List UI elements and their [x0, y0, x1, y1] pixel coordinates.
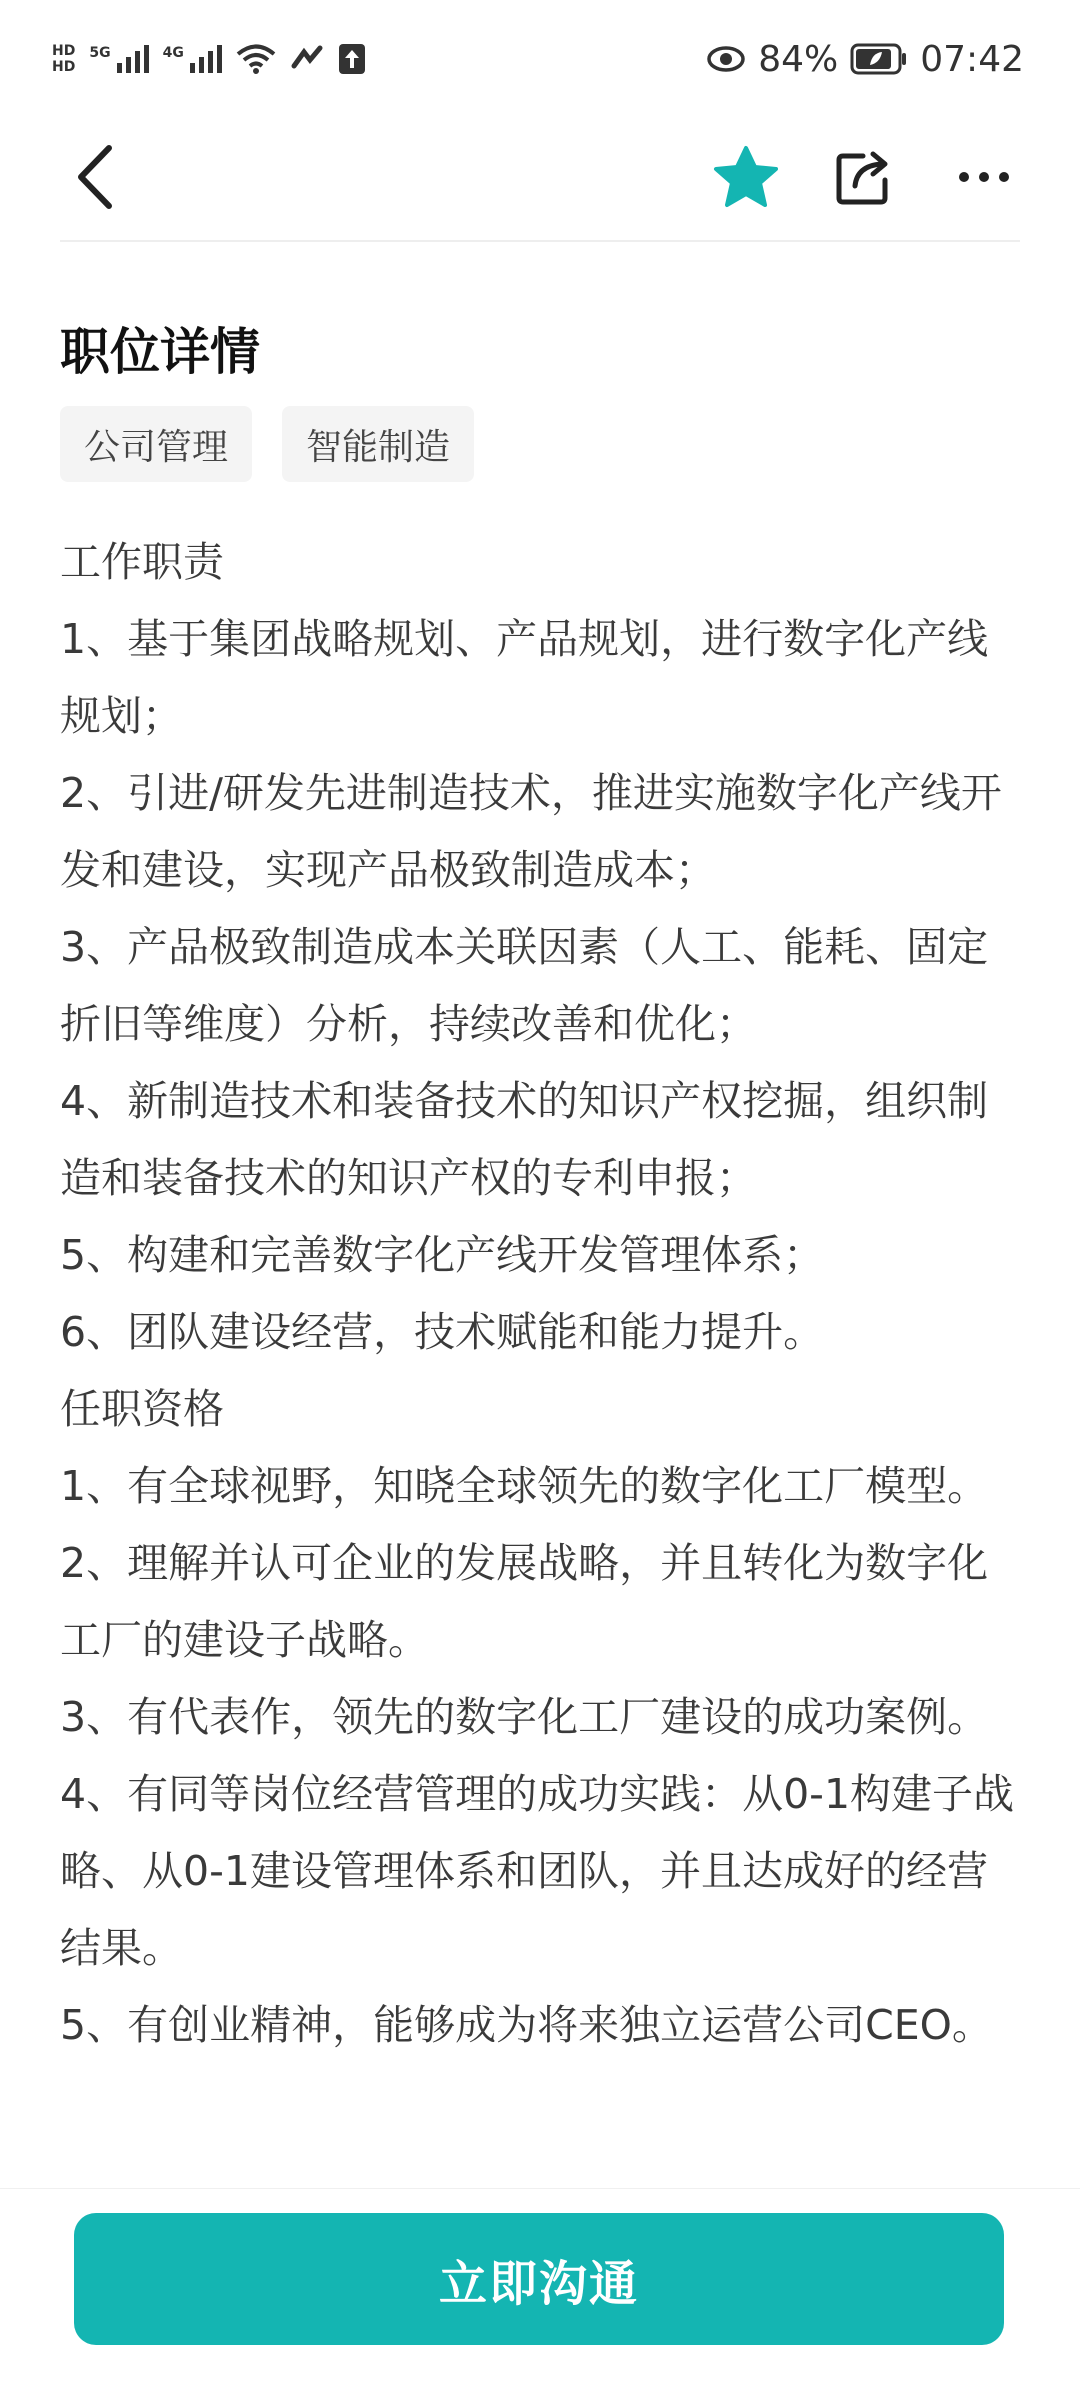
net-label-1: 5G — [89, 45, 111, 61]
favorite-button[interactable] — [706, 118, 786, 236]
tag-item: 公司管理 — [60, 406, 252, 482]
battery-icon — [850, 43, 908, 75]
signal-5g-icon — [89, 45, 148, 73]
star-icon — [713, 145, 779, 209]
desc-heading: 工作职责 — [60, 538, 224, 586]
desc-line: 5、有创业精神，能够成为将来独立运营公司CEO。 — [60, 2001, 993, 2049]
nfc-icon — [290, 44, 324, 74]
desc-line: 4、新制造技术和装备技术的知识产权挖掘，组织制造和装备技术的知识产权的专利申报； — [60, 1077, 989, 1202]
desc-line: 1、基于集团战略规划、产品规划，进行数字化产线规划； — [60, 615, 989, 740]
top-nav-bar — [0, 118, 1080, 236]
tag-list — [60, 406, 474, 482]
upload-icon — [338, 43, 366, 75]
signal-4g-icon — [163, 45, 222, 73]
desc-line: 6、团队建设经营，技术赋能和能力提升。 — [60, 1308, 825, 1356]
more-button[interactable] — [944, 118, 1024, 236]
wifi-icon — [236, 43, 276, 75]
clock: 07:42 — [920, 38, 1024, 80]
job-description — [60, 524, 1020, 2064]
net-label-2: 4G — [162, 45, 184, 61]
chevron-left-icon — [75, 144, 115, 210]
status-left — [52, 43, 366, 75]
desc-line: 2、引进/研发先进制造技术，推进实施数字化产线开发和建设，实现产品极致制造成本； — [60, 769, 1002, 894]
desc-line: 2、理解并认可企业的发展战略，并且转化为数字化工厂的建设子战略。 — [60, 1539, 989, 1664]
chat-now-button[interactable]: 立即沟通 — [74, 2213, 1004, 2345]
status-bar — [0, 0, 1080, 118]
desc-line: 3、产品极致制造成本关联因素（人工、能耗、固定折旧等维度）分析，持续改善和优化； — [60, 923, 989, 1048]
hd-indicator — [52, 43, 75, 75]
desc-line: 4、有同等岗位经营管理的成功实践：从0-1构建子战略、从0-1建设管理体系和团队，并且达成好的经营结果。 — [60, 1770, 1015, 1972]
bottom-action-bar — [0, 2188, 1080, 2389]
battery-percent: 84% — [758, 38, 839, 80]
hd-top: HD — [52, 43, 76, 59]
tag-item: 智能制造 — [282, 406, 474, 482]
header-divider — [60, 240, 1020, 242]
share-button[interactable] — [824, 118, 904, 236]
back-button[interactable] — [60, 118, 130, 236]
status-right — [706, 39, 1024, 80]
section-title: 职位详情 — [60, 323, 260, 381]
desc-line: 5、构建和完善数字化产线开发管理体系； — [60, 1231, 825, 1279]
desc-line: 3、有代表作，领先的数字化工厂建设的成功案例。 — [60, 1693, 989, 1741]
desc-heading: 任职资格 — [60, 1385, 224, 1433]
share-icon — [833, 146, 895, 208]
desc-line: 1、有全球视野，知晓全球领先的数字化工厂模型。 — [60, 1462, 989, 1510]
more-icon — [958, 171, 1010, 183]
eye-comfort-icon — [706, 45, 746, 73]
hd-bottom: HD — [52, 59, 76, 75]
